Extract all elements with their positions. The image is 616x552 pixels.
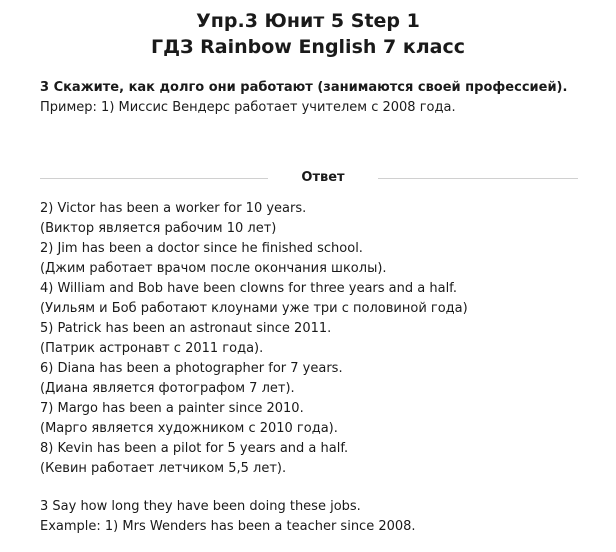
answer-line: 6) Diana has been a photographer for 7 years. (40, 361, 343, 376)
task-section (40, 78, 600, 118)
answer-translation: (Диана является фотографом 7 лет). (40, 381, 295, 396)
divider-line-left (40, 178, 268, 179)
answer-line: 5) Patrick has been an astronaut since 2011. (40, 321, 332, 336)
english-task-section (40, 497, 610, 537)
title-line-1: Упр.3 Юнит 5 Step 1 (196, 10, 420, 32)
answer-label: Ответ (301, 170, 345, 185)
answer-translation: (Джим работает врачом после окончания школы). (40, 261, 387, 276)
answer-translation: (Виктор является рабочим 10 лет) (40, 221, 277, 236)
answers-list (40, 199, 610, 479)
answer-translation: (Кевин работает летчиком 5,5 лет). (40, 461, 287, 476)
english-task-heading: 3 Say how long they have been doing these jobs. (40, 499, 361, 514)
english-task-example: Example: 1) Mrs Wenders has been a teacher since 2008. (40, 519, 416, 534)
answer-translation: (Патрик астронавт с 2011 года). (40, 341, 264, 356)
answer-line: 8) Kevin has been a pilot for 5 years and a half. (40, 441, 349, 456)
answer-divider (40, 168, 578, 188)
task-heading: 3 Скажите, как долго они работают (занимаются своей профессией). (40, 80, 568, 95)
page-title (0, 8, 616, 60)
title-line-2: ГДЗ Rainbow English 7 класс (150, 36, 466, 58)
answer-translation: (Уильям и Боб работают клоунами уже три с половиной года) (40, 301, 468, 316)
answer-line: 2) Jim has been a doctor since he finished school. (40, 241, 363, 256)
answer-line: 2) Victor has been a worker for 10 years. (40, 201, 307, 216)
divider-line-right (378, 178, 578, 179)
answer-line: 7) Margo has been a painter since 2010. (40, 401, 304, 416)
answer-translation: (Марго является художником с 2010 года). (40, 421, 338, 436)
answer-line: 4) William and Bob have been clowns for three years and a half. (40, 281, 457, 296)
task-example: Пример: 1) Миссис Вендерс работает учителем с 2008 года. (40, 100, 456, 115)
